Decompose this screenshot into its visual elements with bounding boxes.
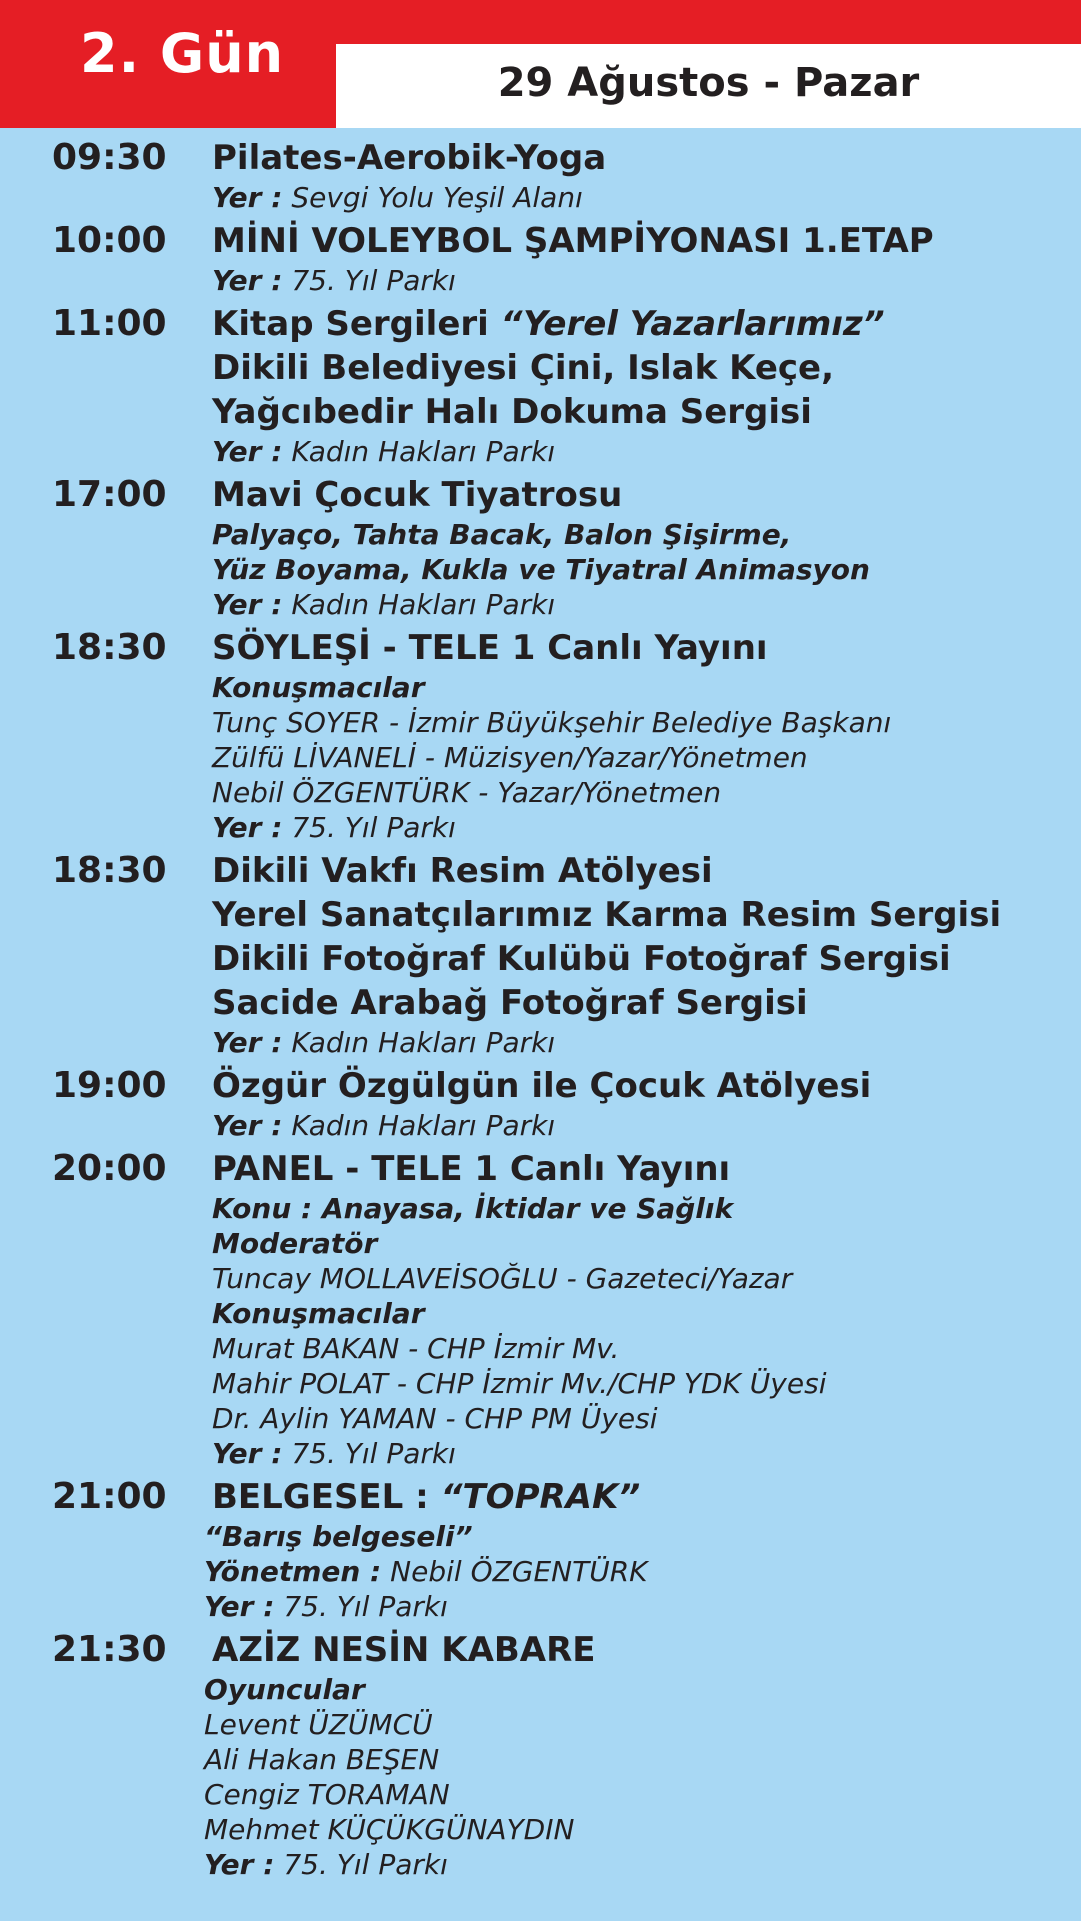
event-time: 18:30 — [52, 627, 167, 668]
event-venue: Yer : 75. Yıl Parkı — [204, 1590, 448, 1623]
event-2000 — [0, 1147, 1081, 1471]
date-box — [336, 44, 1081, 128]
event-title: Pilates-Aerobik-Yoga — [212, 138, 607, 178]
event-activities: Yüz Boyama, Kukla ve Tiyatral Animasyon — [212, 553, 870, 586]
director: Yönetmen : Nebil ÖZGENTÜRK — [204, 1555, 648, 1588]
person: Mehmet KÜÇÜKGÜNAYDIN — [204, 1813, 575, 1846]
event-2130 — [0, 1628, 1081, 1882]
moderator: Tuncay MOLLAVEİSOĞLU - Gazeteci/Yazar — [212, 1262, 793, 1295]
event-1900 — [0, 1064, 1081, 1143]
event-venue: Yer : Kadın Hakları Parkı — [212, 1109, 556, 1142]
event-activities: Palyaço, Tahta Bacak, Balon Şişirme, — [212, 518, 792, 551]
event-1830-exhibit — [0, 849, 1081, 1060]
event-title: Kitap Sergileri “Yerel Yazarlarımız” — [212, 304, 885, 344]
event-title: AZİZ NESİN KABARE — [212, 1630, 596, 1670]
event-1700 — [0, 473, 1081, 622]
event-title: Mavi Çocuk Tiyatrosu — [212, 475, 623, 515]
person: Dr. Aylin YAMAN - CHP PM Üyesi — [212, 1402, 658, 1435]
schedule-list — [0, 136, 1081, 1882]
event-time: 09:30 — [52, 137, 167, 178]
event-title: SÖYLEŞİ - TELE 1 Canlı Yayını — [212, 628, 768, 668]
header-bar — [0, 0, 1081, 128]
event-time: 20:00 — [52, 1148, 167, 1189]
event-time: 21:30 — [52, 1629, 167, 1670]
speakers-label: Konuşmacılar — [212, 671, 425, 704]
event-venue: Yer : Sevgi Yolu Yeşil Alanı — [212, 181, 583, 214]
event-title-line: Yerel Sanatçılarımız Karma Resim Sergisi — [212, 895, 1002, 935]
event-1100 — [0, 302, 1081, 469]
event-time: 17:00 — [52, 474, 167, 515]
speakers-label: Konuşmacılar — [212, 1297, 425, 1330]
panel-topic: Konu : Anayasa, İktidar ve Sağlık — [212, 1192, 734, 1225]
event-title: Dikili Vakfı Resim Atölyesi — [212, 851, 713, 891]
documentary-subtitle: “Barış belgeseli” — [204, 1520, 473, 1553]
day-title: 2. Gün — [80, 22, 285, 85]
event-2100 — [0, 1475, 1081, 1624]
person: Tunç SOYER - İzmir Büyükşehir Belediye Başkanı — [212, 706, 892, 739]
moderator-label: Moderatör — [212, 1227, 378, 1260]
event-0930 — [0, 136, 1081, 215]
event-title-line: Dikili Belediyesi Çini, Islak Keçe, — [212, 348, 835, 388]
date-text: 29 Ağustos - Pazar — [497, 60, 920, 106]
event-venue: Yer : 75. Yıl Parkı — [204, 1848, 448, 1881]
event-title: Özgür Özgülgün ile Çocuk Atölyesi — [212, 1066, 872, 1106]
person: Murat BAKAN - CHP İzmir Mv. — [212, 1332, 620, 1365]
event-venue: Yer : 75. Yıl Parkı — [212, 264, 456, 297]
event-title: PANEL - TELE 1 Canlı Yayını — [212, 1149, 731, 1189]
person: Levent ÜZÜMCÜ — [204, 1708, 433, 1741]
event-title: BELGESEL : “TOPRAK” — [212, 1477, 641, 1517]
person: Zülfü LİVANELİ - Müzisyen/Yazar/Yönetmen — [212, 741, 808, 774]
event-title-line: Yağcıbedir Halı Dokuma Sergisi — [212, 392, 812, 432]
event-venue: Yer : 75. Yıl Parkı — [212, 811, 456, 844]
person: Nebil ÖZGENTÜRK - Yazar/Yönetmen — [212, 776, 722, 809]
event-time: 18:30 — [52, 850, 167, 891]
event-venue: Yer : 75. Yıl Parkı — [212, 1437, 456, 1470]
event-time: 10:00 — [52, 220, 167, 261]
event-time: 21:00 — [52, 1476, 167, 1517]
cast-label: Oyuncular — [204, 1673, 365, 1706]
person: Mahir POLAT - CHP İzmir Mv./CHP YDK Üyesi — [212, 1367, 827, 1400]
event-1830-talk — [0, 626, 1081, 845]
event-time: 19:00 — [52, 1065, 167, 1106]
person: Ali Hakan BEŞEN — [204, 1743, 440, 1776]
event-1000 — [0, 219, 1081, 298]
event-title: MİNİ VOLEYBOL ŞAMPİYONASI 1.ETAP — [212, 221, 934, 261]
event-time: 11:00 — [52, 303, 167, 344]
event-venue: Yer : Kadın Hakları Parkı — [212, 1026, 556, 1059]
event-venue: Yer : Kadın Hakları Parkı — [212, 588, 556, 621]
event-title-line: Sacide Arabağ Fotoğraf Sergisi — [212, 983, 808, 1023]
person: Cengiz TORAMAN — [204, 1778, 450, 1811]
event-venue: Yer : Kadın Hakları Parkı — [212, 435, 556, 468]
event-title-line: Dikili Fotoğraf Kulübü Fotoğraf Sergisi — [212, 939, 951, 979]
